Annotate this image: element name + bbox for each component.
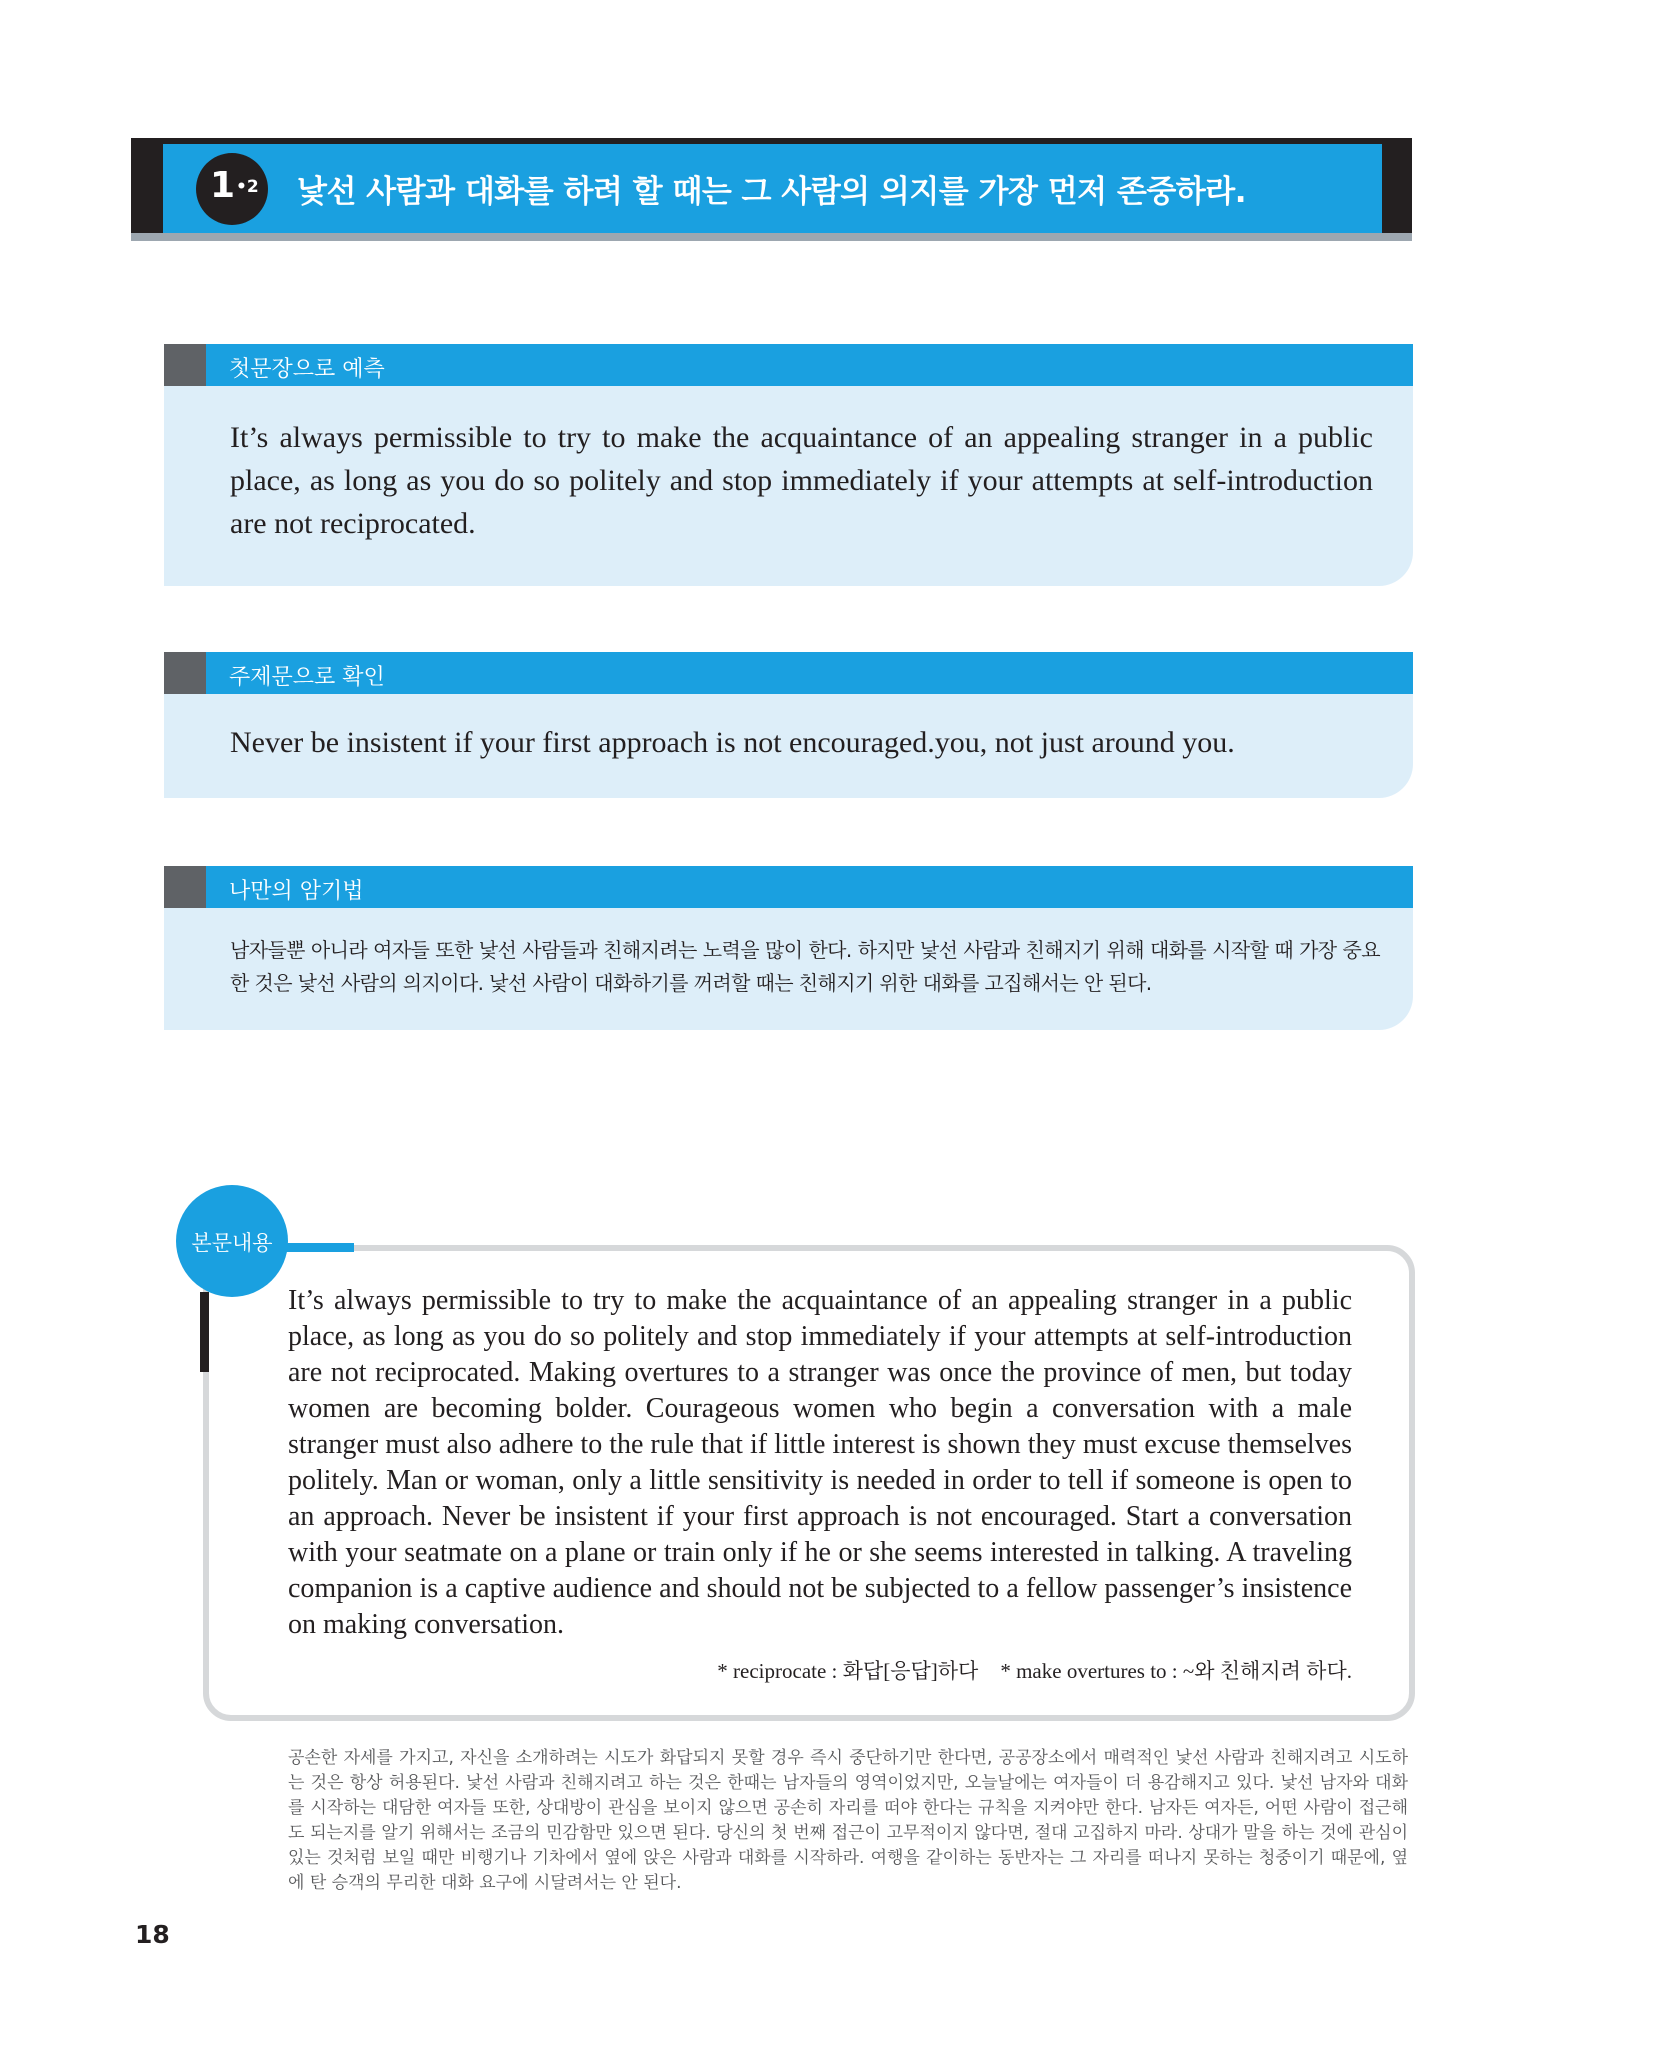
- section-text: 남자들뿐 아니라 여자들 또한 낯선 사람들과 친해지려는 노력을 많이 한다. 하지만 낯선 사람과 친해지기 위해 대화를 시작할 때 가장 중요한 것은 낯선 사람의 의지이다. 낯선 사람이 대화하기를 꺼려할 때는 친해지기 위한 대화를 고집해서는 안 된다.: [230, 938, 1380, 995]
- section-header-marker: [164, 866, 206, 908]
- section-header: [164, 344, 1413, 386]
- main-passage-text: It’s always permissible to try to make the acquaintance of an appealing stranger in a public place, as long as you do so politely and stop immediately if your attempts at self-introduction are not reciprocated. Making overtures to a stranger was once the province of men, but today women are becoming bolder. Courageous women who begin a conversation with a male stranger must also adhere to the rule that if little interest is shown they must excuse themselves politely. Man or woman, only a little sensitivity is needed in order to tell if someone is open to an approach. Never be insistent if your first approach is not encouraged. Start a conversation with your seatmate on a plane or train only if he or she seems interested in talking. A traveling companion is a captive audience and should not be subjected to a fellow passenger’s insistence on making conversation.: [288, 1285, 1352, 1640]
- footnote-item: * reciprocate : 화답[응답]하다: [717, 1659, 979, 1683]
- section-header-marker: [164, 652, 206, 694]
- header-underline: [131, 233, 1412, 241]
- page-number: 18: [135, 1920, 170, 1949]
- section-header: [164, 652, 1413, 694]
- section-label: 나만의 암기법: [229, 879, 364, 904]
- footnotes: [695, 1655, 1352, 1685]
- section-body: [164, 386, 1413, 586]
- section-text: It’s always permissible to try to make the acquaintance of an appealing stranger in a public place, as long as you do so politely and stop immediately if your attempts at self-introduction are not reciprocated.: [230, 421, 1373, 540]
- main-box-accent-bar: [200, 1292, 209, 1372]
- section-body: [164, 694, 1413, 798]
- main-label-badge: [176, 1185, 288, 1297]
- footnote-item: * make overtures to : ~와 친해지려 하다.: [1000, 1659, 1352, 1683]
- section-topic-sentence: [164, 652, 1413, 798]
- main-passage: [288, 1283, 1352, 1643]
- section-label: 첫문장으로 예측: [229, 357, 385, 382]
- main-label: 본문내용: [191, 1231, 273, 1255]
- section-text: Never be insistent if your first approach is not encouraged.you, not just around you.: [230, 726, 1235, 759]
- section-label: 주제문으로 확인: [229, 665, 385, 690]
- korean-translation: 공손한 자세를 가지고, 자신을 소개하려는 시도가 화답되지 못할 경우 즉시 중단하기만 한다면, 공공장소에서 매력적인 낯선 사람과 친해지려고 시도하는 것은 항상 허용된다. 낯선 사람과 친해지려고 하는 것은 한때는 남자들의 영역이었지만, 오늘날에는 여자들이 더 용감해지고 있다. 낯선 남자와 대화를 시작하는 대담한 여자들 또한, 상대방이 관심을 보이지 않으면 공손히 자리를 떠야 한다는 규칙을 지켜야만 한다. 남자든 여자든, 어떤 사람이 접근해도 되는지를 알기 위해서는 조금의 민감함만 있으면 된다. 당신의 첫 번째 접근이 고무적이지 않다면, 절대 고집하지 마라. 상대가 말을 하는 것에 관심이 있는 것처럼 보일 때만 비행기나 기차에서 옆에 앉은 사람과 대화를 시작하라. 여행을 같이하는 동반자는 그 자리를 떠나지 못하는 청중이기 때문에, 옆에 탄 승객의 무리한 대화 요구에 시달려서는 안 된다.: [288, 1748, 1408, 1893]
- section-header-marker: [164, 344, 206, 386]
- section-memory-method: [164, 866, 1413, 1030]
- section-number-badge: [196, 153, 268, 225]
- section-body: [164, 908, 1413, 1030]
- page-title: 낯선 사람과 대화를 하려 할 때는 그 사람의 의지를 가장 먼저 존중하라.: [297, 174, 1246, 210]
- section-header: [164, 866, 1413, 908]
- section-first-sentence: [164, 344, 1413, 586]
- section-number: 1: [210, 165, 236, 206]
- section-subnumber: •2: [236, 177, 259, 197]
